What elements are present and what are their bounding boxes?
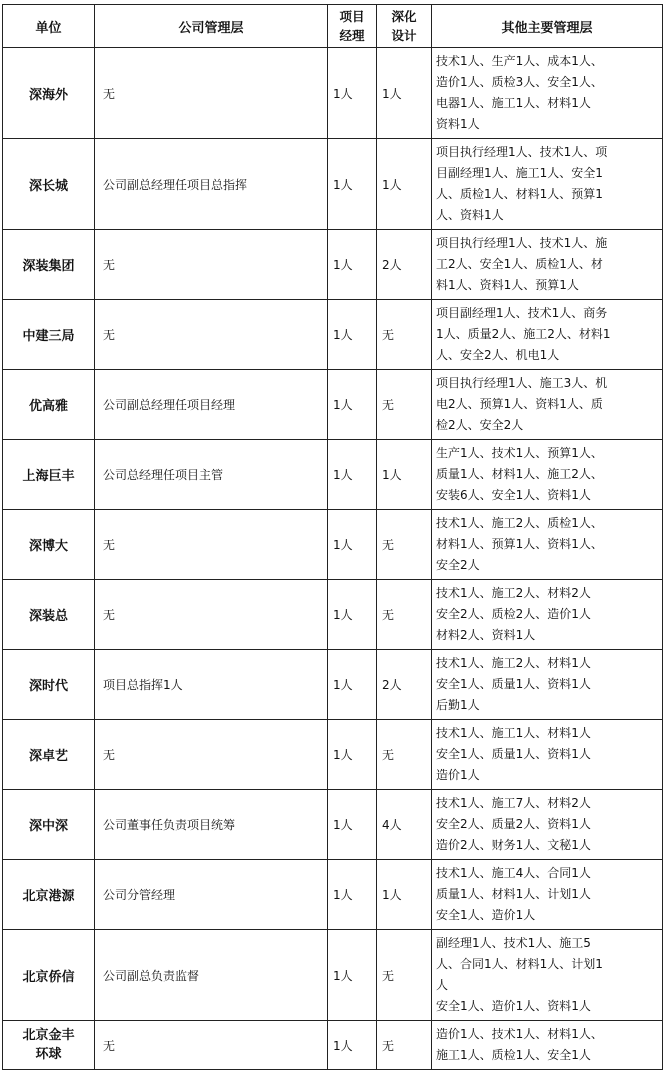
project-manager-cell: 1人	[328, 48, 377, 139]
project-manager-cell: 1人	[328, 860, 377, 930]
header-detail-design	[377, 5, 432, 48]
table-row	[3, 510, 663, 580]
other-mgmt-line: 技术1人、施工4人、合同1人	[436, 866, 591, 880]
detail-design-cell: 1人	[377, 48, 432, 139]
unit-cell: 上海巨丰	[3, 440, 95, 510]
company-mgmt-cell: 公司副总经理任项目总指挥	[95, 139, 328, 230]
unit-cell	[3, 1021, 95, 1070]
other-mgmt-line: 人、安全2人、机电1人	[436, 348, 560, 362]
table-row	[3, 48, 663, 139]
other-mgmt-line: 资料1人	[436, 117, 480, 131]
project-manager-cell: 1人	[328, 790, 377, 860]
other-mgmt-cell	[432, 48, 663, 139]
header-pm-line1: 项目	[339, 9, 365, 24]
detail-design-cell: 无	[377, 720, 432, 790]
unit-cell: 深时代	[3, 650, 95, 720]
other-mgmt-line: 项目执行经理1人、施工3人、机	[436, 376, 608, 390]
table-row	[3, 300, 663, 370]
detail-design-cell: 1人	[377, 440, 432, 510]
detail-design-cell: 4人	[377, 790, 432, 860]
unit-name-line2: 环球	[35, 1047, 62, 1062]
table-row	[3, 230, 663, 300]
company-mgmt-cell: 无	[95, 510, 328, 580]
other-mgmt-cell	[432, 930, 663, 1021]
company-mgmt-cell: 无	[95, 230, 328, 300]
other-mgmt-line: 造价1人	[436, 768, 480, 782]
other-mgmt-line: 电器1人、施工1人、材料1人	[436, 96, 591, 110]
other-mgmt-line: 造价1人、技术1人、材料1人、	[436, 1027, 603, 1041]
other-mgmt-line: 安全1人、质量1人、资料1人	[436, 747, 591, 761]
unit-cell: 深装集团	[3, 230, 95, 300]
detail-design-cell: 无	[377, 1021, 432, 1070]
other-mgmt-cell	[432, 510, 663, 580]
unit-cell: 北京港源	[3, 860, 95, 930]
other-mgmt-line: 施工1人、质检1人、安全1人	[436, 1048, 591, 1062]
other-mgmt-line: 安全2人、质检2人、造价1人	[436, 607, 591, 621]
unit-cell: 北京侨信	[3, 930, 95, 1021]
other-mgmt-line: 造价2人、财务1人、文秘1人	[436, 838, 591, 852]
detail-design-cell: 无	[377, 930, 432, 1021]
other-mgmt-line: 人、资料1人	[436, 208, 504, 222]
other-mgmt-line: 造价1人、质检3人、安全1人、	[436, 75, 603, 89]
other-mgmt-line: 技术1人、施工2人、材料2人	[436, 586, 591, 600]
table-row	[3, 930, 663, 1021]
header-project-manager	[328, 5, 377, 48]
header-other-mgmt: 其他主要管理层	[432, 5, 663, 48]
detail-design-cell: 无	[377, 510, 432, 580]
project-manager-cell: 1人	[328, 300, 377, 370]
company-mgmt-cell: 公司副总经理任项目经理	[95, 370, 328, 440]
project-manager-cell: 1人	[328, 930, 377, 1021]
other-mgmt-cell	[432, 720, 663, 790]
project-manager-cell: 1人	[328, 370, 377, 440]
other-mgmt-line: 料1人、资料1人、预算1人	[436, 278, 579, 292]
project-manager-cell: 1人	[328, 230, 377, 300]
unit-cell: 深博大	[3, 510, 95, 580]
company-mgmt-cell: 无	[95, 48, 328, 139]
other-mgmt-line: 质量1人、材料1人、计划1人	[436, 887, 591, 901]
other-mgmt-line: 安全2人	[436, 558, 480, 572]
detail-design-cell: 2人	[377, 230, 432, 300]
other-mgmt-line: 质量1人、材料1人、施工2人、	[436, 467, 603, 481]
header-dd-line1: 深化	[391, 9, 417, 24]
detail-design-cell: 无	[377, 370, 432, 440]
other-mgmt-cell	[432, 1021, 663, 1070]
detail-design-cell: 1人	[377, 139, 432, 230]
detail-design-cell: 无	[377, 300, 432, 370]
other-mgmt-line: 安全1人、造价1人	[436, 908, 536, 922]
project-manager-cell: 1人	[328, 139, 377, 230]
table-row	[3, 650, 663, 720]
header-unit: 单位	[3, 5, 95, 48]
table-row	[3, 860, 663, 930]
table-row	[3, 720, 663, 790]
company-mgmt-cell: 无	[95, 580, 328, 650]
company-mgmt-cell: 公司董事任负责项目统筹	[95, 790, 328, 860]
project-manager-cell: 1人	[328, 580, 377, 650]
other-mgmt-line: 材料1人、预算1人、资料1人、	[436, 537, 603, 551]
other-mgmt-line: 生产1人、技术1人、预算1人、	[436, 446, 603, 460]
other-mgmt-line: 检2人、安全2人	[436, 418, 524, 432]
other-mgmt-line: 项目执行经理1人、技术1人、施	[436, 236, 608, 250]
other-mgmt-cell	[432, 580, 663, 650]
detail-design-cell: 2人	[377, 650, 432, 720]
unit-cell: 深中深	[3, 790, 95, 860]
company-mgmt-cell: 无	[95, 720, 328, 790]
project-manager-cell: 1人	[328, 440, 377, 510]
project-manager-cell: 1人	[328, 720, 377, 790]
unit-cell: 深长城	[3, 139, 95, 230]
other-mgmt-cell	[432, 440, 663, 510]
unit-cell: 深装总	[3, 580, 95, 650]
other-mgmt-line: 技术1人、施工7人、材料2人	[436, 796, 591, 810]
header-company-mgmt: 公司管理层	[95, 5, 328, 48]
other-mgmt-line: 技术1人、施工2人、材料1人	[436, 656, 591, 670]
company-mgmt-cell: 公司副总负责监督	[95, 930, 328, 1021]
other-mgmt-cell	[432, 230, 663, 300]
other-mgmt-line: 安全1人、质量1人、资料1人	[436, 677, 591, 691]
table-row	[3, 580, 663, 650]
company-mgmt-cell: 无	[95, 1021, 328, 1070]
table-row	[3, 440, 663, 510]
project-manager-cell: 1人	[328, 650, 377, 720]
unit-cell: 优高雅	[3, 370, 95, 440]
other-mgmt-cell	[432, 790, 663, 860]
other-mgmt-line: 项目执行经理1人、技术1人、项	[436, 145, 608, 159]
table-row	[3, 139, 663, 230]
company-mgmt-cell: 项目总指挥1人	[95, 650, 328, 720]
other-mgmt-line: 材料2人、资料1人	[436, 628, 536, 642]
unit-name-line1: 北京金丰	[22, 1028, 75, 1043]
other-mgmt-line: 工2人、安全1人、质检1人、材	[436, 257, 603, 271]
other-mgmt-line: 安装6人、安全1人、资料1人	[436, 488, 591, 502]
other-mgmt-line: 安全1人、造价1人、资料1人	[436, 999, 591, 1013]
other-mgmt-line: 项目副经理1人、技术1人、商务	[436, 306, 608, 320]
other-mgmt-line: 人、质检1人、材料1人、预算1	[436, 187, 603, 201]
company-mgmt-cell: 无	[95, 300, 328, 370]
unit-cell: 深卓艺	[3, 720, 95, 790]
company-mgmt-cell: 公司总经理任项目主管	[95, 440, 328, 510]
other-mgmt-line: 电2人、预算1人、资料1人、质	[436, 397, 603, 411]
staffing-table	[2, 4, 663, 1070]
detail-design-cell: 无	[377, 580, 432, 650]
table-row	[3, 370, 663, 440]
other-mgmt-line: 人、合同1人、材料1人、计划1	[436, 957, 603, 971]
header-row	[3, 5, 663, 48]
other-mgmt-line: 人	[436, 978, 449, 992]
other-mgmt-cell	[432, 300, 663, 370]
unit-cell: 深海外	[3, 48, 95, 139]
table-row	[3, 790, 663, 860]
other-mgmt-cell	[432, 139, 663, 230]
unit-cell: 中建三局	[3, 300, 95, 370]
project-manager-cell: 1人	[328, 510, 377, 580]
other-mgmt-line: 技术1人、施工1人、材料1人	[436, 726, 591, 740]
other-mgmt-line: 技术1人、施工2人、质检1人、	[436, 516, 603, 530]
header-dd-line2: 设计	[391, 28, 417, 43]
other-mgmt-line: 后勤1人	[436, 698, 480, 712]
other-mgmt-line: 目副经理1人、施工1人、安全1	[436, 166, 603, 180]
detail-design-cell: 1人	[377, 860, 432, 930]
project-manager-cell: 1人	[328, 1021, 377, 1070]
other-mgmt-cell	[432, 370, 663, 440]
other-mgmt-line: 1人、质量2人、施工2人、材料1	[436, 327, 611, 341]
other-mgmt-cell	[432, 860, 663, 930]
other-mgmt-cell	[432, 650, 663, 720]
header-pm-line2: 经理	[339, 28, 365, 43]
other-mgmt-line: 技术1人、生产1人、成本1人、	[436, 54, 603, 68]
other-mgmt-line: 副经理1人、技术1人、施工5	[436, 936, 591, 950]
company-mgmt-cell: 公司分管经理	[95, 860, 328, 930]
other-mgmt-line: 安全2人、质量2人、资料1人	[436, 817, 591, 831]
table-row	[3, 1021, 663, 1070]
